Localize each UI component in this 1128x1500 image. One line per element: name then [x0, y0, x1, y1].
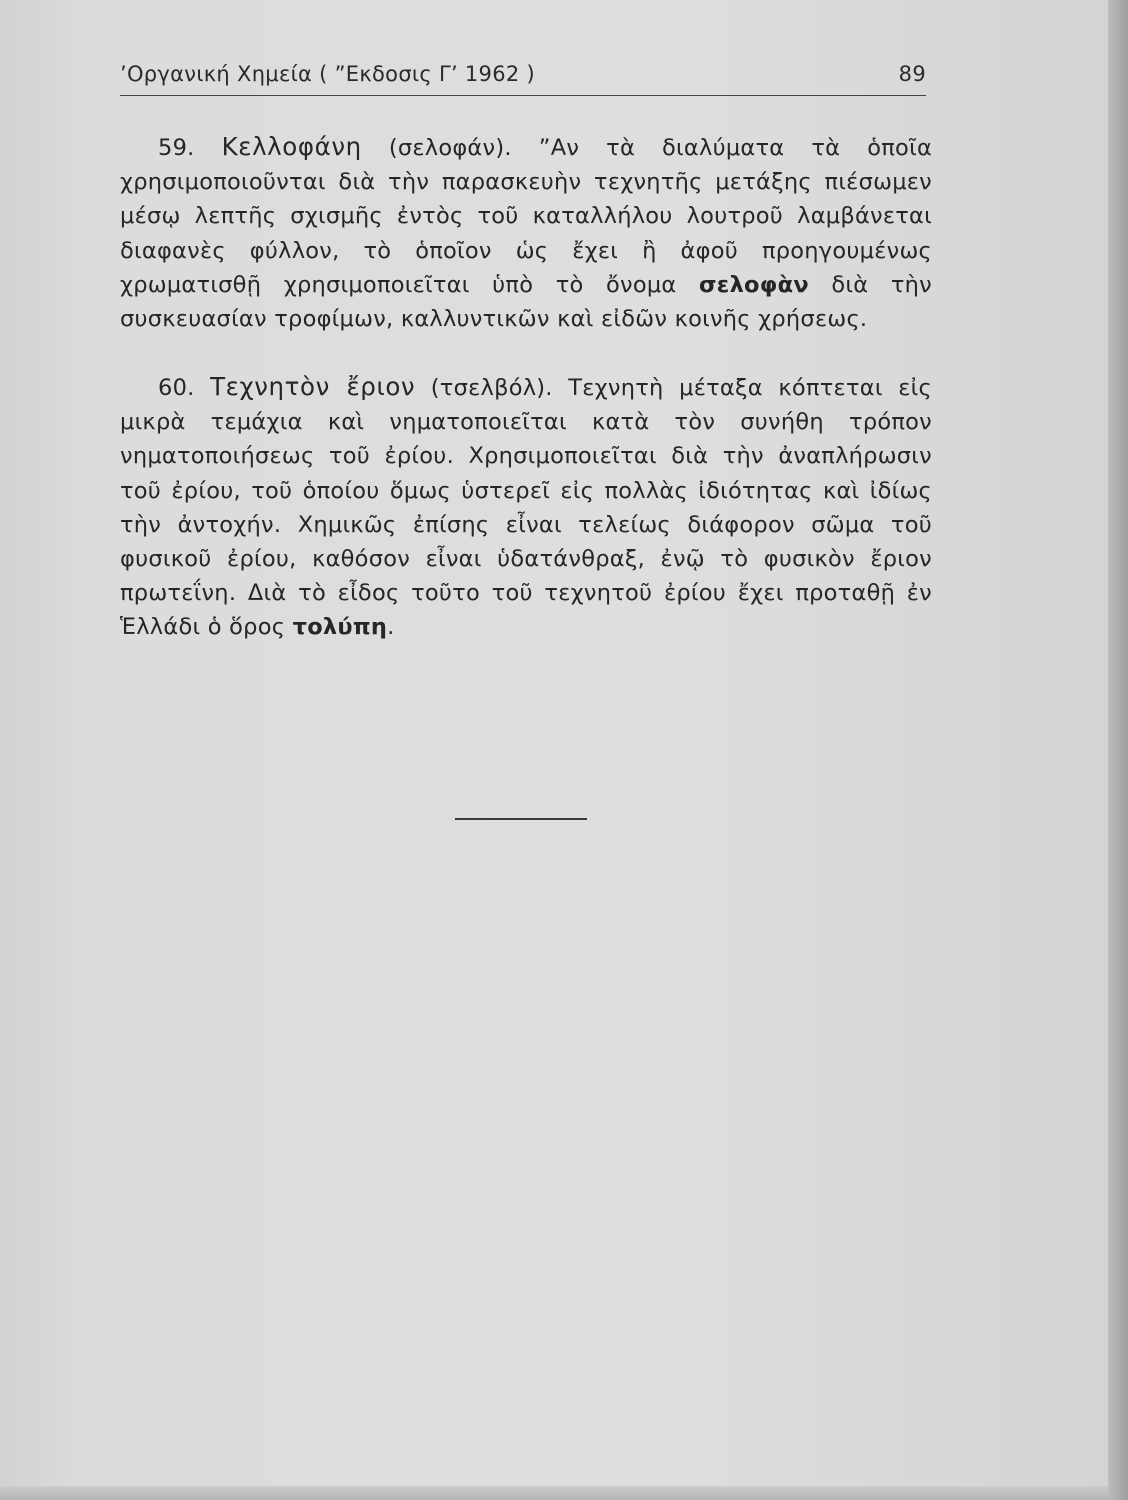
entry-term: Τεχνητὸν ἔριον: [210, 372, 416, 401]
entry-term: Κελλοφάνη: [221, 132, 362, 161]
entry-text-continued: .: [387, 614, 395, 641]
page-edge-shadow: [1108, 0, 1128, 1500]
entry-cellophane: [120, 130, 932, 336]
page-bottom-edge: [0, 1486, 1108, 1500]
running-header: [120, 62, 926, 92]
entry-text: ”Αν τὰ διαλύματα τὰ ὁποῖα χρησιμοποιοῦνται διὰ τὴν παρασκευὴν τεχνητῆς μετάξης πιέσωμεν μέσῳ λεπτῆς σχισμῆς ἐντὸς τοῦ καταλλήλου λουτροῦ λαμβάνεται διαφανὲς φύλλον, τὸ ὁποῖον ὡς ἔχει ἢ ἀφοῦ προηγουμένως χρωματισθῇ χρησιμοποιεῖται ὑπὸ τὸ ὄνομα: [120, 135, 933, 298]
header-rule: [120, 95, 926, 96]
entry-alt-name: (σελοφάν).: [388, 135, 512, 161]
entry-number: 59.: [158, 135, 195, 161]
entry-number: 60.: [158, 375, 195, 401]
running-header-title: ’Οργανική Χημεία ( ”Εκδοσις Γ’ 1962 ): [120, 62, 536, 86]
entry-bold-term: σελοφὰν: [699, 271, 809, 298]
section-end-divider: [455, 818, 587, 820]
entry-bold-term: τολύπη: [292, 614, 388, 641]
entry-text: Τεχνητὴ μέταξα κόπτεται εἰς μικρὰ τεμάχια καὶ νηματοποιεῖται κατὰ τὸν συνήθη τρόπον νηματοποιήσεως τοῦ ἐρίου. Χρησιμοποιεῖται διὰ τὴν ἀναπλήρωσιν τοῦ ἐρίου, τοῦ ὁποίου ὅμως ὑστερεῖ εἰς πολλὰς ἰδιότητας καὶ ἰδίως τὴν ἀντοχήν. Χημικῶς ἐπίσης εἶναι τελείως διάφορον σῶμα τοῦ φυσικοῦ ἐρίου, καθόσον εἶναι ὑδατάνθραξ, ἐνῷ τὸ φυσικὸν ἔριον πρωτεΐνη. Διὰ τὸ εἶδος τοῦτο τοῦ τεχνητοῦ ἐρίου ἔχει προταθῇ ἐν Ἑλλάδι ὁ ὅρος: [120, 375, 932, 641]
entry-text-continued: διὰ τὴν συσκευασίαν τροφίμων, καλλυντικῶν καὶ εἰδῶν κοινῆς χρήσεως.: [120, 271, 932, 333]
page-number: 89: [898, 62, 926, 86]
entry-alt-name: (τσελβόλ).: [430, 375, 553, 401]
entry-artificial-wool: [120, 370, 932, 645]
